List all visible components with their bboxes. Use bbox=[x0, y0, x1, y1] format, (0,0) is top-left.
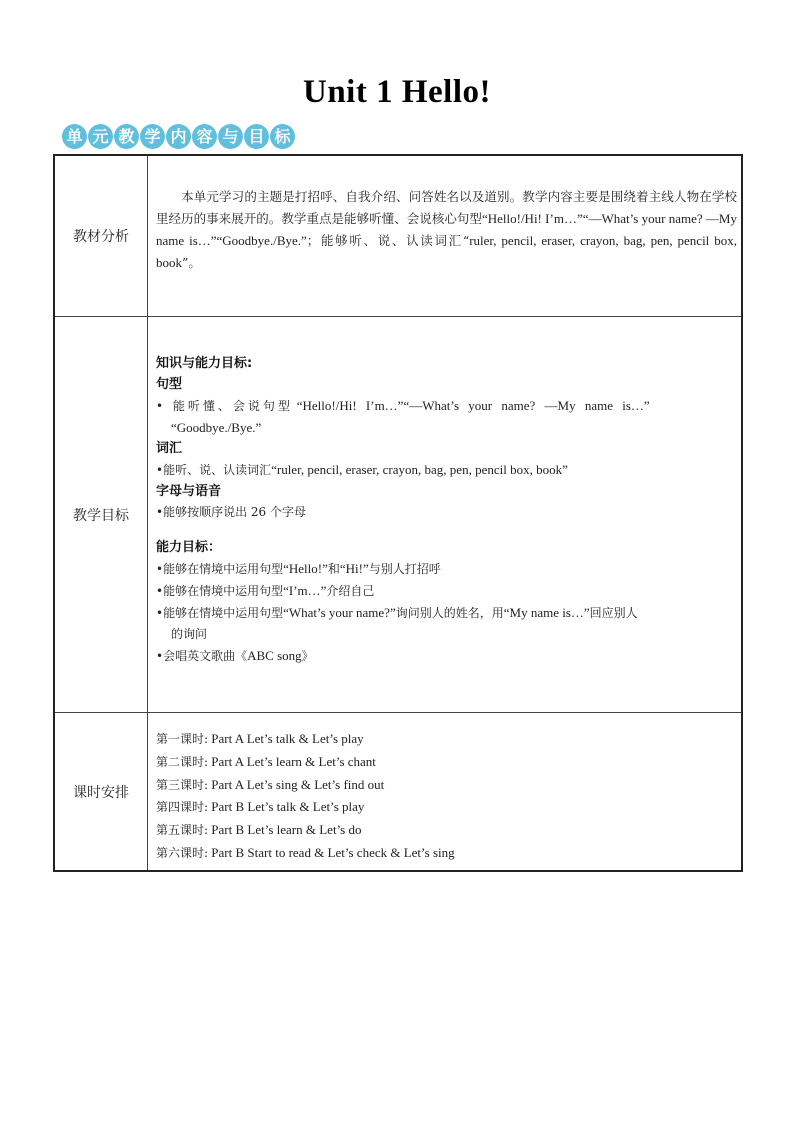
section-header-char: 目 bbox=[244, 124, 269, 149]
sentence-goal-item-cont: “Goodbye./Bye.” bbox=[171, 420, 262, 435]
analysis-core-vocab: ruler, pencil, eraser, crayon, bag, pen, pencil box, book bbox=[156, 233, 737, 270]
lesson-item: 第五课时: Part B Let’s learn & Let’s do bbox=[156, 822, 362, 838]
knowledge-goals-heading: 知识与能力目标: bbox=[156, 356, 253, 371]
section-header-char: 单 bbox=[62, 124, 87, 149]
row-label-goals: 教学目标 bbox=[54, 317, 148, 713]
row-label-schedule: 课时安排 bbox=[54, 713, 148, 872]
sentence-goal-item: • 能听懂、会说句型 “Hello!/Hi! I’m…”“—What’s your name? —My name is…” bbox=[156, 398, 650, 413]
section-header-char: 与 bbox=[218, 124, 243, 149]
vocab-subheading: 词汇 bbox=[156, 441, 183, 456]
ability-goal-item-3-cont: 的询问 bbox=[171, 627, 208, 641]
lesson-item: 第二课时: Part A Let’s learn & Let’s chant bbox=[156, 753, 376, 769]
analysis-cell bbox=[148, 155, 743, 317]
goals-cell bbox=[148, 317, 743, 713]
letters-goal-item: •能够按顺序说出 26 个字母 bbox=[156, 505, 306, 519]
row-label-analysis: 教材分析 bbox=[54, 155, 148, 317]
sentence-subheading: 句型 bbox=[156, 377, 183, 392]
ability-goal-item-4: •会唱英文歌曲《ABC song》 bbox=[156, 648, 314, 663]
section-header-char: 内 bbox=[166, 124, 191, 149]
ability-goal-item-1: •能够在情境中运用句型“Hello!”和“Hi!”与别人打招呼 bbox=[156, 561, 441, 576]
ability-goal-item-2: •能够在情境中运用句型“I’m…”介绍自己 bbox=[156, 583, 375, 598]
page-title: Unit 1 Hello! bbox=[303, 74, 491, 110]
ability-goals-heading: 能力目标： bbox=[156, 540, 222, 555]
section-header-char: 元 bbox=[88, 124, 113, 149]
analysis-sentence-1: 本单元学习的主题是打招呼、自我介绍、问答姓名以及道别。教学内容主要是围绕着主线人物在学校里经历的事来展开的。教学重点是能够听懂、会说核心句型 bbox=[156, 189, 737, 226]
table-row-goals bbox=[54, 317, 742, 713]
letters-subheading: 字母与语音 bbox=[156, 484, 222, 499]
section-header-char: 学 bbox=[140, 124, 165, 149]
section-header-unit-content-and-goals bbox=[62, 124, 295, 149]
ability-goal-item-3: •能够在情境中运用句型“What’s your name?”询问别人的姓名，用“My name is…”回应别人 bbox=[156, 605, 638, 620]
section-header-char: 教 bbox=[114, 124, 139, 149]
table-row-analysis bbox=[54, 155, 742, 317]
lesson-item: 第六课时: Part B Start to read & Let’s check & Let’s sing bbox=[156, 844, 455, 860]
section-header-char: 标 bbox=[270, 124, 295, 149]
lesson-item: 第三课时: Part A Let’s sing & Let’s find out bbox=[156, 776, 385, 792]
analysis-sentence-2: ；能够听、说、认读词汇“ bbox=[306, 233, 470, 248]
table-row-schedule bbox=[54, 713, 742, 872]
analysis-end: ”。 bbox=[182, 255, 201, 270]
schedule-cell bbox=[148, 713, 743, 872]
lesson-item: 第四课时: Part B Let’s talk & Let’s play bbox=[156, 799, 365, 815]
lesson-item: 第一课时: Part A Let’s talk & Let’s play bbox=[156, 731, 364, 746]
analysis-text bbox=[148, 156, 741, 274]
section-header-char: 容 bbox=[192, 124, 217, 149]
analysis-core-sentences: “Hello!/Hi! I’m…”“—What’s your name? —My name is…”“Goodbye./Bye.” bbox=[156, 211, 737, 248]
unit-plan-table bbox=[53, 154, 743, 872]
vocab-goal-item: •能听、说、认读词汇“ruler, pencil, eraser, crayon, bag, pen, pencil box, book” bbox=[156, 462, 568, 477]
